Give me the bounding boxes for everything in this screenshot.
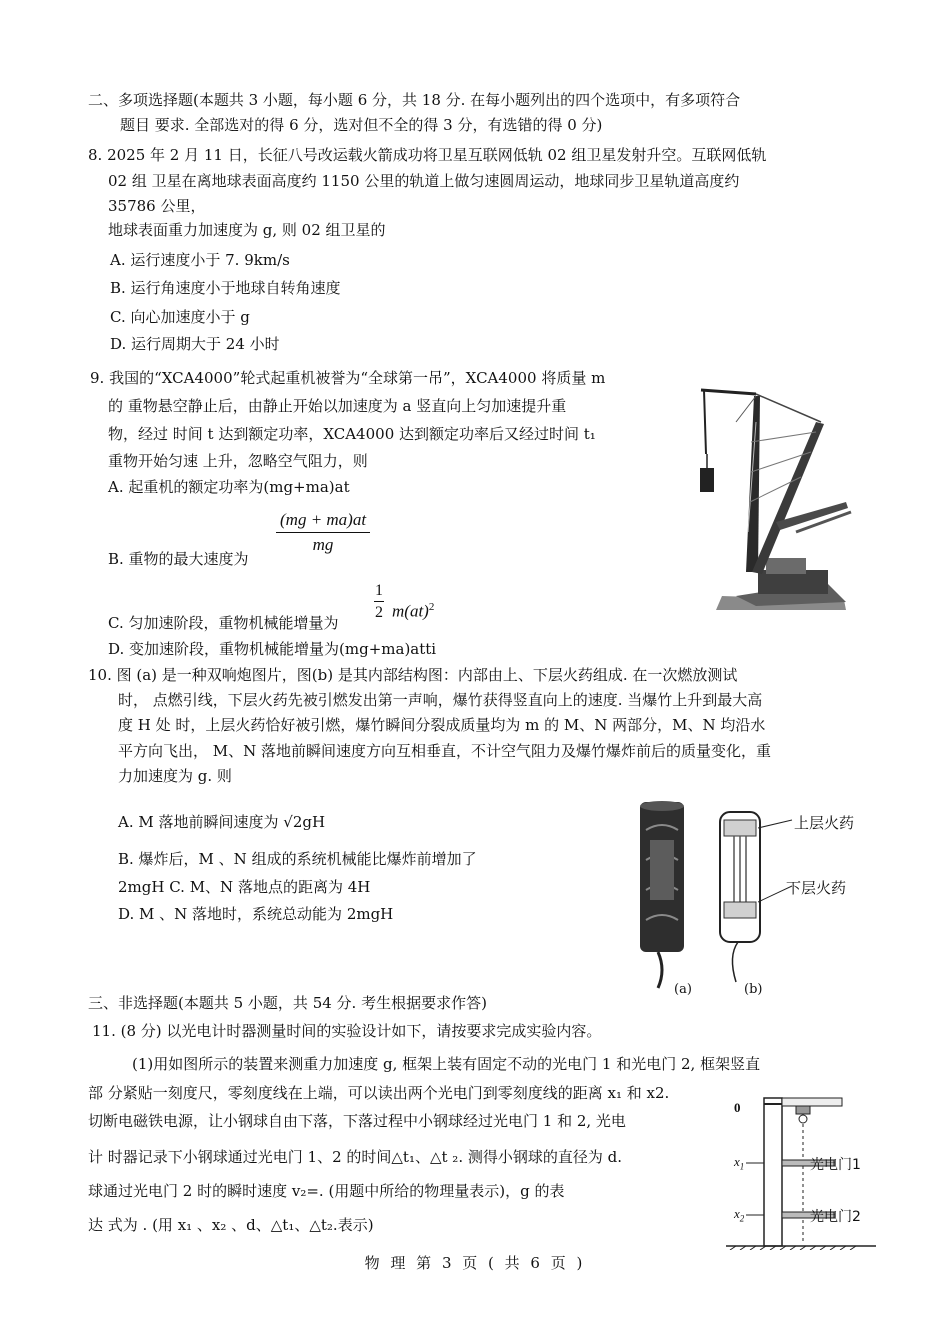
q8-option-d: D. 运行周期大于 24 小时 [110,335,280,353]
q11-stem-3: 部 分紧贴一刻度尺，零刻度线在上端，可以读出两个光电门到零刻度线的距离 x₁ 和 x2. [88,1084,670,1102]
q9-option-d: D. 变加速阶段，重物机械能增量为(mg+ma)atti [108,640,437,658]
crane-image [696,382,856,622]
q10-stem-2: 时， 点燃引线，下层火药先被引燃发出第一声响，爆竹获得竖直向上的速度. 当爆竹上升到最大高 [118,691,763,709]
fig-x2-sub: 2 [739,1213,745,1224]
caption-a: (a) [674,982,692,997]
q10-stem-5: 力加速度为 g. 则 [118,767,232,785]
q9-option-b-numerator: (mg + ma)at [276,510,370,533]
fig-gate2-label: 光电门2 [810,1209,861,1225]
q9-option-c-expr: m(at) [392,601,429,621]
q10-option-b-c: 2mgH C. M、N 落地点的距离为 4H [118,878,371,896]
q10-stem-3: 度 H 处 时，上层火药恰好被引燃，爆竹瞬间分裂成质量均为 m 的 M、N 两部分，M、N 均沿水 [118,716,766,734]
q8-stem-3: 35786 公里， [108,197,206,215]
q11-stem-1: 11. (8 分) 以光电计时器测量时间的实验设计如下，请按要求完成实验内容。 [92,1022,602,1040]
q9-option-b-denominator: mg [312,535,334,554]
fig-x1-var: x [734,1154,740,1169]
q9-stem-3: 物，经过 时间 t 达到额定功率，XCA4000 达到额定功率后又经过时间 t₁ [108,425,596,443]
q9-option-a: A. 起重机的额定功率为(mg+ma)at [108,478,350,496]
q8-stem-4: 地球表面重力加速度为 g, 则 02 组卫星的 [108,221,386,239]
q11-stem-2: (1)用如图所示的装置来测重力加速度 g, 框架上装有固定不动的光电门 1 和光电门 2, 框架竖直 [132,1055,761,1073]
q11-stem-4: 切断电磁铁电源，让小钢球自由下落，下落过程中小钢球经过光电门 1 和 2, 光电 [88,1112,626,1130]
q9-stem-1: 9. 我国的“XCA4000”轮式起重机被誉为“全球第一吊”，XCA4000 将质量 m [90,369,606,387]
q9-option-c-numerator: 1 [374,582,384,602]
fig-x1-sub: 1 [739,1161,745,1172]
label-lower-powder: 下层火药 [786,879,847,897]
q8-stem-2: 02 组 卫星在离地球表面高度约 1150 公里的轨道上做匀速圆周运动，地球同步卫星轨道高度约 [108,172,740,190]
q10-stem-4: 平方向飞出， M、N 落地前瞬间速度方向互相垂直，不计空气阻力及爆竹爆炸前后的质量变化，重 [118,742,772,760]
q9-option-c-exponent: 2 [428,601,435,613]
q9-option-c: C. 匀加速阶段，重物机械能增量为 [108,614,339,632]
q11-stem-7: 达 式为 . (用 x₁ 、x₂ 、d、△t₁、△t₂.表示) [88,1216,374,1234]
firecracker-photo [636,800,696,999]
section-2-heading-cont: 题目 要求. 全部选对的得 6 分，选对但不全的得 3 分，有选错的得 0 分) [120,116,603,134]
q10-option-b: B. 爆炸后，M 、N 组成的系统机械能比爆炸前增加了 [118,850,477,868]
label-upper-powder: 上层火药 [794,814,855,832]
q9-stem-4: 重物开始匀速 上升，忽略空气阻力，则 [108,452,368,470]
fig-zero-mark: 0 [734,1100,741,1115]
caption-b: (b) [744,982,763,997]
q8-option-a: A. 运行速度小于 7. 9km/s [110,251,290,269]
q11-stem-6: 球通过光电门 2 时的瞬时速度 v₂=. (用题中所给的物理量表示)，g 的表 [88,1182,565,1200]
section-2-heading: 二、多项选择题(本题共 3 小题，每小题 6 分，共 18 分. 在每小题列出的四个选项中，有多项符合 [88,91,741,109]
section-3-heading: 三、非选择题(本题共 5 小题，共 54 分. 考生根据要求作答) [88,994,487,1012]
q8-stem-1: 8. 2025 年 2 月 11 日，长征八号改运载火箭成功将卫星互联网低轨 02 组卫星发射升空。互联网低轨 [88,146,767,164]
q9-stem-2: 的 重物悬空静止后，由静止开始以加速度为 a 竖直向上匀加速提升重 [108,397,567,415]
q9-option-c-expression [392,596,434,623]
q8-option-b: B. 运行角速度小于地球自转角速度 [110,279,341,297]
q10-option-a: A. M 落地前瞬间速度为 √2gH [118,813,326,831]
fig-x2-var: x [734,1206,740,1221]
fig-x1-label [734,1154,744,1172]
q9-option-b: B. 重物的最大速度为 [108,550,249,568]
fig-gate1-label: 光电门1 [810,1157,861,1173]
q10-option-d: D. M 、N 落地时，系统总动能为 2mgH [118,905,394,923]
q9-option-b-fraction [276,510,370,555]
page-footer: 物 理 第 3 页 ( 共 6 页 ) [364,1254,586,1272]
q9-option-c-fraction [374,582,384,622]
q11-stem-5: 计 时器记录下小钢球通过光电门 1、2 的时间△t₁、△t ₂. 测得小钢球的直径为 d. [88,1148,622,1166]
q8-option-c: C. 向心加速度小于 g [110,308,250,326]
q9-option-c-denominator: 2 [375,604,383,621]
fig-x2-label [734,1206,744,1224]
q10-stem-1: 10. 图 (a) 是一种双响炮图片，图(b) 是其内部结构图：内部由上、下层火药组成. 在一次燃放测试 [88,666,738,684]
